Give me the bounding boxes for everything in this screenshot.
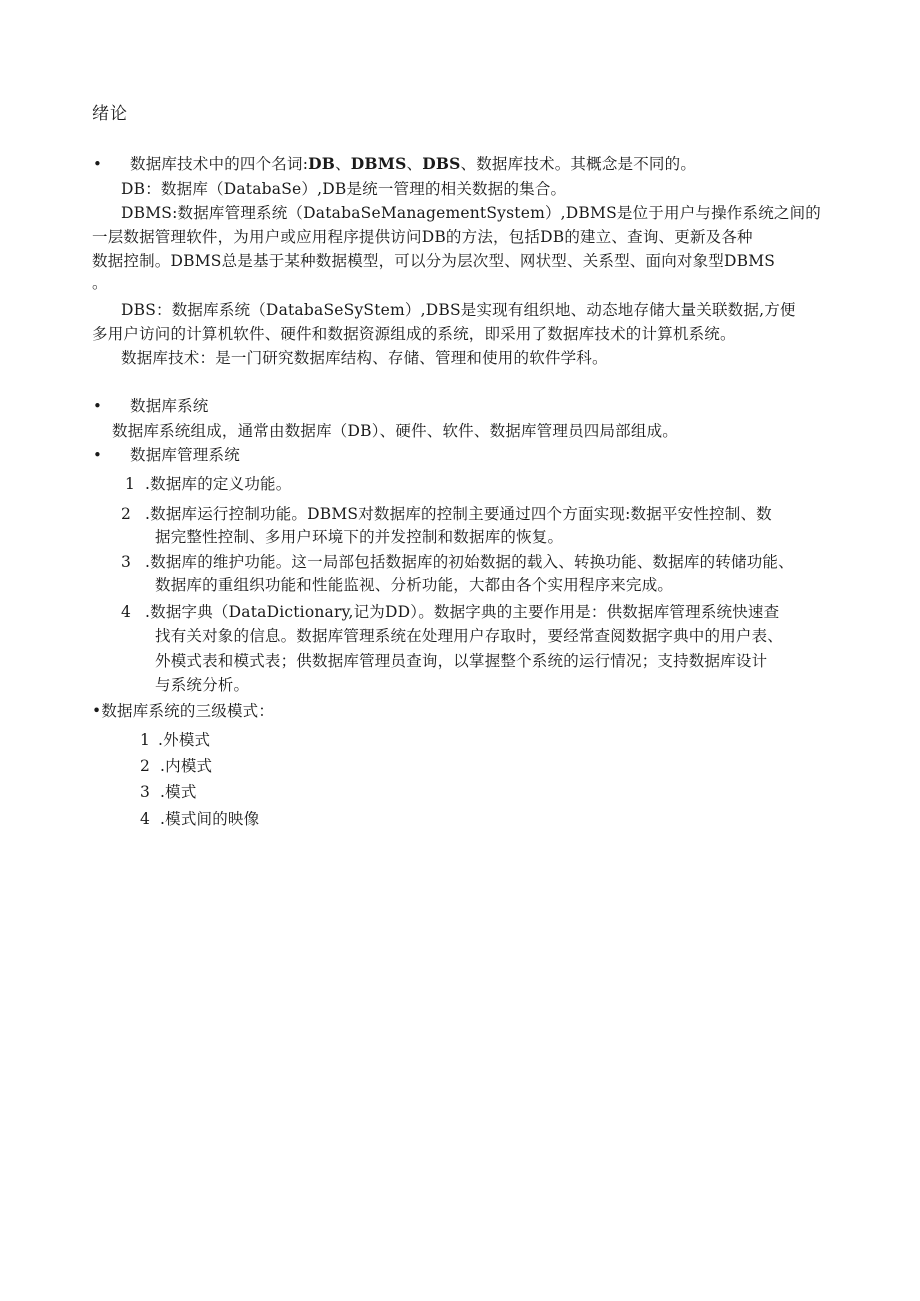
list-item-number: 4 (140, 810, 151, 828)
intro-text-a: 数据库技术中的四个名词: (130, 155, 309, 173)
db-definition: DB：数据库（DatabaSe）,DB是统一管理的相关数据的集合。 (121, 180, 567, 198)
list-item-number: 3 (140, 783, 151, 801)
list-item-text: .数据字典（DataDictionary,记为DD）。数据字典的主要作用是：供数据库管理系统快速查 (145, 603, 780, 621)
list-item-number: 4 (121, 603, 132, 621)
bullet-icon: • (93, 155, 102, 173)
term-dbs: DBS (422, 154, 461, 173)
dbs-definition-line: 多用户访问的计算机软件、硬件和数据资源组成的系统，即采用了数据库技术的计算机系统。 (92, 325, 736, 343)
dbs-definition-line: DBS：数据库系统（DatabaSeSyStem）,DBS是实现有组织地、动态地存储大量关联数据,方便 (121, 301, 796, 319)
list-item-number: 2 (121, 505, 132, 523)
section2-heading: 数据库系统 (130, 397, 209, 415)
dbms-definition-line: DBMS:数据库管理系统（DatabaSeManagementSystem）,DBMS是位于用户与操作系统之间的 (121, 204, 821, 222)
list-item-text: 与系统分析。 (155, 676, 250, 694)
bullet-icon: • (93, 446, 102, 464)
section2-body: 数据库系统组成，通常由数据库（DB）、硬件、软件、数据库管理员四局部组成。 (112, 422, 678, 440)
db-technology-definition: 数据库技术：是一门研究数据库结构、存储、管理和使用的软件学科。 (121, 349, 608, 367)
list-item-text: .模式 (160, 783, 197, 801)
list-item-text: .模式间的映像 (160, 810, 260, 828)
dbms-definition-line: 数据控制。DBMS总是基于某种数据模型，可以分为层次型、网状型、关系型、面向对象型DBMS (92, 252, 776, 270)
section1-intro (130, 153, 696, 175)
document-title: 绪论 (92, 104, 128, 124)
list-item-text: .数据库的定义功能。 (145, 475, 292, 493)
dbms-definition-line: 一层数据管理软件，为用户或应用程序提供访问DB的方法，包括DB的建立、查询、更新及各种 (92, 228, 753, 246)
list-item-number: 1 (125, 475, 136, 493)
separator: 、 (406, 155, 423, 173)
intro-text-b: 、数据库技术。其概念是不同的。 (460, 155, 697, 173)
term-dbms: DBMS (350, 154, 407, 173)
list-item-text: .外模式 (158, 731, 211, 749)
separator: 、 (335, 155, 351, 173)
section4-heading: •数据库系统的三级模式： (92, 702, 275, 720)
list-item-text: 数据库的重组织功能和性能监视、分析功能，大都由各个实用程序来完成。 (155, 576, 674, 594)
list-item-text: .数据库的维护功能。这一局部包括数据库的初始数据的载入、转换功能、数据库的转储功能、 (145, 553, 794, 571)
list-item-text: .数据库运行控制功能。DBMS对数据库的控制主要通过四个方面实现:数据平安性控制、数 (145, 505, 772, 523)
list-item-number: 1 (140, 731, 151, 749)
list-item-text: 据完整性控制、多用户环境下的并发控制和数据库的恢复。 (155, 528, 564, 546)
bullet-icon: • (93, 397, 102, 415)
list-item-text: 找有关对象的信息。数据库管理系统在处理用户存取时，要经常查阅数据字典中的用户表、 (155, 627, 784, 645)
list-item-text: 外模式表和模式表；供数据库管理员查询，以掌握整个系统的运行情况；支持数据库设计 (155, 652, 768, 670)
list-item-number: 3 (121, 553, 132, 571)
list-item-number: 2 (140, 757, 151, 775)
dbms-definition-line: 。 (92, 274, 108, 292)
term-db: DB (308, 154, 336, 173)
section3-heading: 数据库管理系统 (130, 446, 240, 464)
list-item-text: .内模式 (160, 757, 213, 775)
